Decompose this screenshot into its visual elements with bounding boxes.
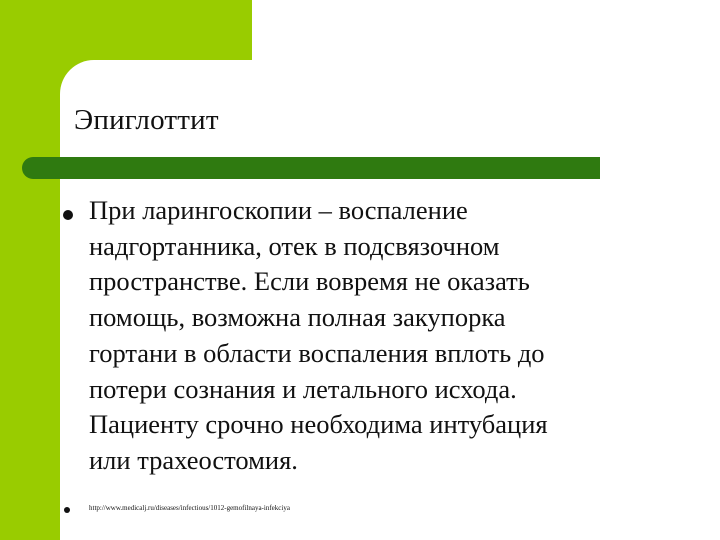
bullet-icon [63,210,73,220]
title-divider-bar [22,157,600,179]
slide-title: Эпиглоттит [74,104,219,136]
bullet-text: При ларингоскопии – воспаление надгортанника, отек в подсвязочном пространстве. Если вовремя не оказать помощь, возможна полная закупорка гортани в области воспаления вплоть до потери сознания и летального исхода. Пациенту срочно необходима интубация или трахеостомия. [89,195,548,475]
bullet-icon-small [64,507,70,513]
source-link[interactable]: http://www.medicalj.ru/diseases/infectious/1012-gemofilnaya-infekciya [89,504,290,512]
